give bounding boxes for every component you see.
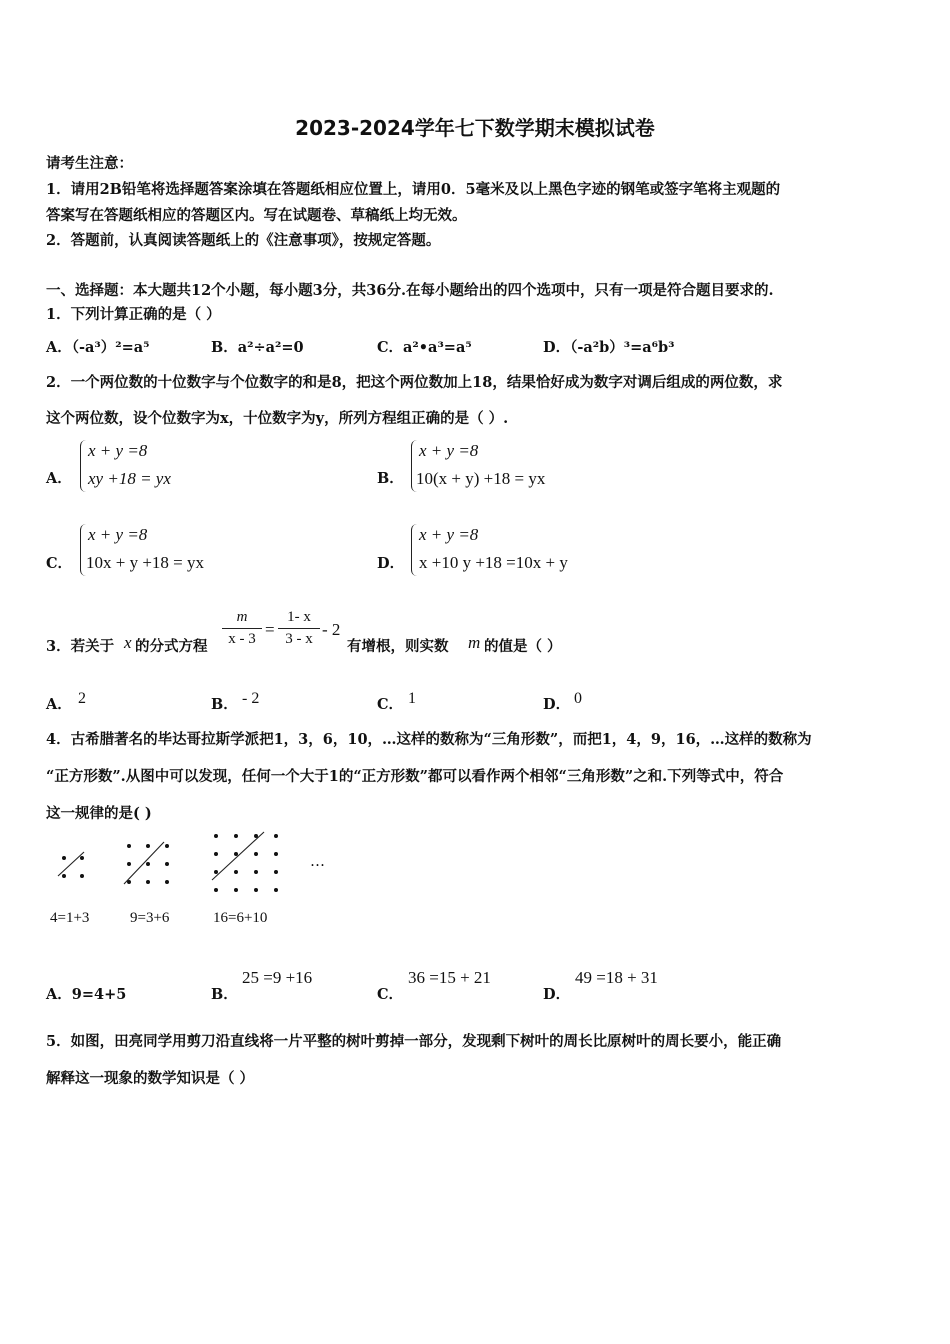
q2-option-d-label: D． bbox=[377, 555, 405, 572]
q3-option-c-label: C． bbox=[377, 696, 404, 713]
q4-figure-caption-3: 16=6+10 bbox=[213, 910, 268, 926]
q3-option-d-label: D． bbox=[543, 696, 571, 713]
notice-item-2: 2．答题前，认真阅读答题纸上的《注意事项》，按规定答题。 bbox=[46, 232, 441, 249]
q1-option-c: C．a²•a³=a⁵ bbox=[377, 339, 472, 356]
notice-heading: 请考生注意： bbox=[46, 155, 133, 172]
q3-var-x: x bbox=[124, 633, 132, 652]
q2-stem-line-1: 2．一个两位数的十位数字与个位数字的和是8，把这个两位数加上18，结果恰好成为数字对调后组成的两位数，求 bbox=[46, 374, 783, 391]
q2-option-c-eq-2: 10x + y +18 = yx bbox=[86, 553, 205, 572]
q2-option-b-eq-1: x + y =8 bbox=[419, 441, 479, 460]
q4-option-c-value: 36 =15 + 21 bbox=[408, 968, 491, 987]
q2-option-a-label: A． bbox=[46, 470, 72, 487]
q3-fraction-2-denominator: 3 - x bbox=[285, 631, 313, 647]
q4-figure-diagonal-line bbox=[212, 832, 264, 880]
notice-item-1-line-2: 答案写在答题纸相应的答题区内。写在试题卷、草稿纸上均无效。 bbox=[46, 207, 467, 224]
q4-stem-line-1: 4．古希腊著名的毕达哥拉斯学派把1，3，6，10，…这样的数称为“三角形数”，而把1，4，9，16，…这样的数称为 bbox=[46, 731, 812, 748]
q3-fraction-2-numerator: 1- x bbox=[287, 609, 311, 625]
q2-option-a-eq-1: x + y =8 bbox=[88, 441, 148, 460]
q4-figure-diagonal-line bbox=[58, 852, 84, 876]
q4-stem-line-2: “正方形数”.从图中可以发现，任何一个大于1的“正方形数”都可以看作两个相邻“三角形数”之和.下列等式中，符合 bbox=[46, 768, 784, 785]
q2-option-d-eq-1: x + y =8 bbox=[419, 525, 479, 544]
q3-option-b-label: B． bbox=[211, 696, 238, 713]
q3-option-a-value: 2 bbox=[78, 690, 86, 707]
q4-stem-line-3: 这一规律的是( ) bbox=[46, 805, 152, 822]
notice-item-1-line-1: 1．请用2B铅笔将选择题答案涂填在答题纸相应位置上，请用0．5毫米及以上黑色字迹的钢笔或签字笔将主观题的 bbox=[46, 181, 781, 198]
q2-option-a-eq-2: xy +18 = yx bbox=[88, 469, 171, 488]
q4-option-a: A．9=4+5 bbox=[46, 986, 127, 1003]
q2-stem-line-2: 这个两位数，设个位数字为x，十位数字为y，所列方程组正确的是（ ）. bbox=[46, 410, 509, 427]
q2-option-d-eq-2: x +10 y +18 =10x + y bbox=[419, 553, 568, 572]
q4-option-d-value: 49 =18 + 31 bbox=[575, 968, 658, 987]
q1-option-b: B．a²÷a²=0 bbox=[211, 339, 304, 356]
q2-option-b-eq-2: 10(x + y) +18 = yx bbox=[416, 469, 546, 488]
page-title: 2023-2024学年七下数学期末模拟试卷 bbox=[295, 116, 655, 140]
q3-var-m: m bbox=[468, 633, 481, 652]
q3-suffix-2: 的值是（ ） bbox=[484, 638, 562, 655]
q2-option-c-label: C． bbox=[46, 555, 73, 572]
q4-option-c-label: C． bbox=[377, 986, 404, 1003]
q3-fraction-1-denominator: x - 3 bbox=[228, 631, 256, 647]
q4-figure-diagonal-line bbox=[124, 842, 164, 884]
q3-option-a-label: A． bbox=[46, 696, 72, 713]
q1-stem: 1．下列计算正确的是（ ） bbox=[46, 306, 221, 323]
q5-stem-line-2: 解释这一现象的数学知识是（ ） bbox=[46, 1070, 255, 1087]
section-1-heading: 一、选择题：本大题共12个小题，每小题3分，共36分.在每小题给出的四个选项中，只有一项是符合题目要求的. bbox=[46, 282, 774, 299]
q3-option-d-value: 0 bbox=[574, 690, 582, 707]
q5-stem-line-1: 5．如图，田亮同学用剪刀沿直线将一片平整的树叶剪掉一部分，发现剩下树叶的周长比原树叶的周长要小，能正确 bbox=[46, 1033, 782, 1050]
q4-figure-ellipsis: … bbox=[310, 852, 325, 870]
q1-option-d: D．（-a²b）³=a⁶b³ bbox=[543, 339, 675, 356]
q4-option-d-label: D． bbox=[543, 986, 571, 1003]
q2-option-c-eq-1: x + y =8 bbox=[88, 525, 148, 544]
q1-option-a: A．（-a³）²=a⁵ bbox=[46, 339, 150, 356]
q4-option-b-value: 25 =9 +16 bbox=[242, 968, 313, 987]
q3-prefix: 3．若关于 bbox=[46, 638, 115, 655]
q3-mid-text: 的分式方程 bbox=[135, 638, 208, 655]
q4-option-b-label: B． bbox=[211, 986, 238, 1003]
q3-suffix-1: 有增根，则实数 bbox=[347, 638, 449, 655]
q2-option-b-label: B． bbox=[377, 470, 404, 487]
q4-figure-caption-1: 4=1+3 bbox=[50, 910, 90, 926]
q3-option-c-value: 1 bbox=[408, 690, 416, 707]
q4-figure-caption-2: 9=3+6 bbox=[130, 910, 170, 926]
q3-equals: = bbox=[265, 620, 275, 639]
q3-option-b-value: - 2 bbox=[242, 690, 260, 707]
q3-minus-2: - 2 bbox=[322, 620, 341, 639]
q3-fraction-1-numerator: m bbox=[236, 609, 248, 625]
